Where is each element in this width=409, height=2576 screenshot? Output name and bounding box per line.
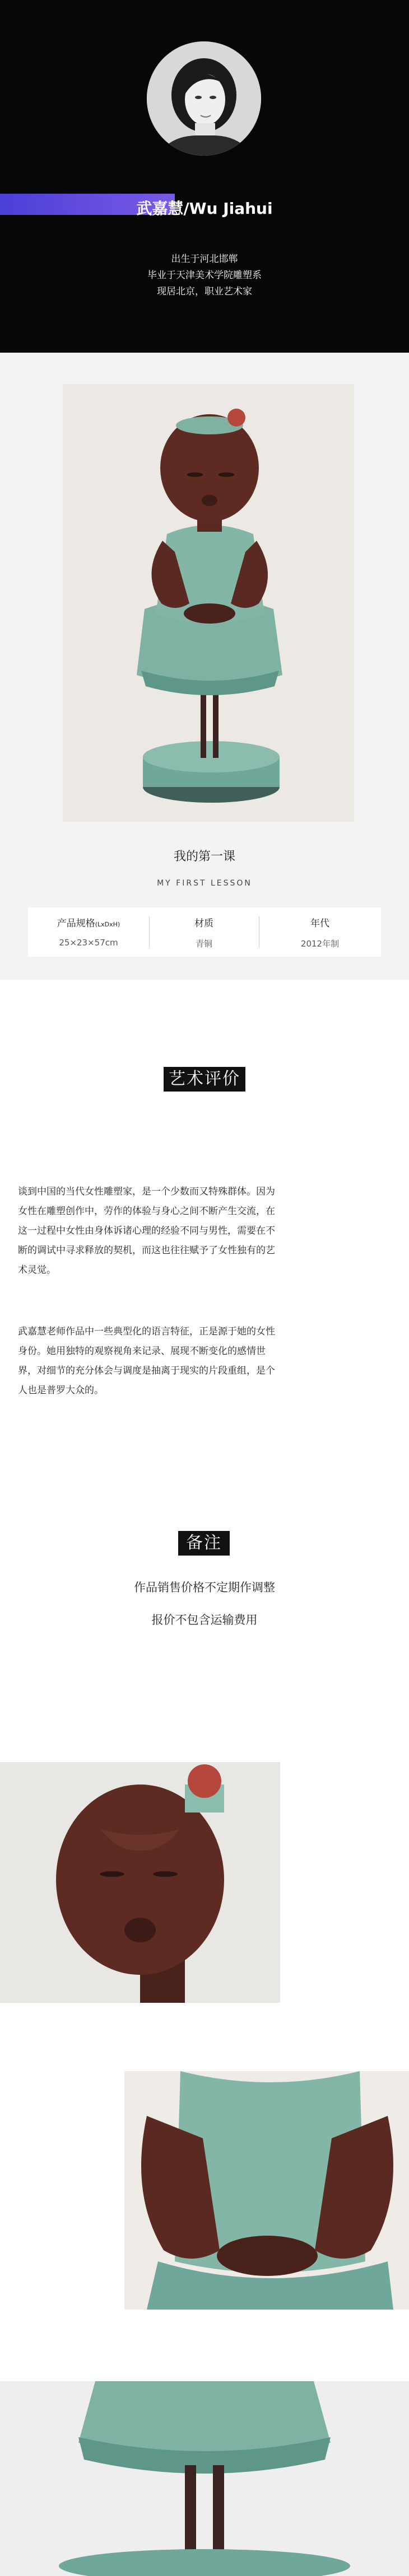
work-subtitle: MY FIRST LESSON [157, 879, 252, 888]
spec-material-value: 青铜 [195, 939, 212, 949]
text-line: 术灵觉。 [18, 1264, 56, 1276]
work-title: 我的第一课 [173, 850, 235, 864]
spec-size-label: 产品规格 [57, 918, 95, 929]
note-price-adjust: 作品销售价格不定期作调整 [134, 1581, 275, 1594]
spec-table [28, 907, 381, 957]
spec-material-label: 材质 [194, 918, 213, 929]
note-shipping: 报价不包含运输费用 [151, 1613, 258, 1627]
spec-material [149, 907, 259, 957]
spec-year [259, 907, 381, 957]
detail-photo-skirt [0, 2381, 409, 2576]
artist-avatar [147, 41, 261, 156]
spec-year-label: 年代 [310, 918, 329, 929]
spec-size-label-unit: (LxDxH) [95, 921, 120, 928]
text-line: 身份。她用独特的观察视角来记录、展现不断变化的感情世 [18, 1346, 266, 1357]
spec-year-value: 2012年制 [300, 939, 340, 949]
text-line: 这一过程中女性由身体诉诸心理的经验不同与男性，需要在不 [18, 1225, 275, 1237]
bio-line-birthplace: 出生于河北邯郸 [171, 254, 238, 265]
spec-size [28, 907, 149, 957]
spec-size-value: 25×23×57cm [59, 938, 118, 948]
detail-photo-torso [124, 2071, 409, 2310]
review-paragraph-1 [18, 1182, 390, 1280]
text-line: 武嘉慧老师作品中一些典型化的语言特征，正是源于她的女性 [18, 1326, 275, 1337]
artist-name: 武嘉慧/Wu Jiahui [136, 199, 273, 218]
review-heading: 艺术评价 [164, 1067, 245, 1092]
bio-line-residence: 现居北京，职业艺术家 [157, 286, 252, 297]
detail-photo-head [0, 1762, 280, 2003]
work-section [0, 353, 409, 980]
artist-header [0, 0, 409, 353]
text-line: 人也是普罗大众的。 [18, 1385, 104, 1396]
text-line: 断的调试中寻求释放的契机，而这也往往赋予了女性独有的艺 [18, 1245, 275, 1256]
sculpture-photo [63, 384, 354, 822]
text-line: 界，对细节的充分体会与调度是抽离于现实的片段重组，是个 [18, 1365, 275, 1376]
text-line: 女性在雕塑创作中，劳作的体验与身心之间不断产生交流，在 [18, 1206, 275, 1217]
notes-heading: 备注 [178, 1531, 230, 1556]
review-paragraph-2 [18, 1322, 390, 1401]
bio-line-education: 毕业于天津美术学院雕塑系 [147, 270, 262, 281]
text-line: 谈到中国的当代女性雕塑家，是一个少数而又特殊群体。因为 [18, 1186, 275, 1197]
